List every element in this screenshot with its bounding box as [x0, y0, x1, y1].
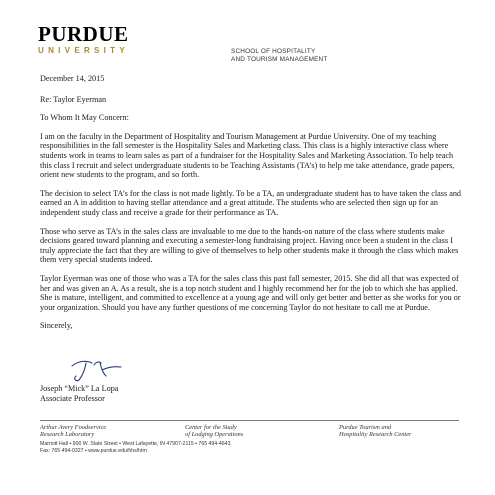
footer-contact [40, 441, 460, 455]
footer-center-3-line-2: Hospitality Research Center [339, 431, 412, 439]
purdue-logo [38, 24, 129, 55]
signer-title: Associate Professor [40, 393, 105, 403]
letter-subject: Re: Taylor Eyerman [40, 94, 107, 104]
footer-center-1-line-2: Research Laboratory [40, 431, 95, 439]
letter-closing: Sincerely, [40, 321, 73, 331]
paragraph-2: The decision to select TA’s for the class is not made lightly. To be a TA, an undergraduate student has to have taken the class and earned an A in addition to having stellar attendance and a great attitude. The students who are selected then sign up for an independent study class and receive a grade for their performance as TA. [40, 188, 462, 217]
logo-subtitle: UNIVERSITY [38, 46, 130, 55]
footer-center-2-line-1: Center for the Study [185, 424, 237, 431]
department-name [231, 48, 327, 64]
footer-divider [40, 420, 459, 421]
letter-date: December 14, 2015 [40, 74, 105, 83]
department-line-2: AND TOURISM MANAGEMENT [231, 56, 328, 63]
footer-fax-web: Fax: 765 494-0327 ▪ www.purdue.edu/hhs/htm [40, 448, 147, 454]
footer-center-2 [185, 424, 243, 439]
paragraph-4: Taylor Eyerman was one of those who was a TA for the sales class this past fall semester, 2015. She did all that was expected of her and was given an A. As a result, she is a top notch student and I highly recommend her for the job to which she has applied. She is mature, intelligent, and committed to excellence at a young age and will only get better and better as she works for you or your organization. Should you have any further questions of me concerning Taylor do not hesitate to call me at Purdue. [40, 273, 461, 312]
paragraph-3: Those who serve as TA’s in the sales class are invaluable to me due to the hands-on nature of the class where students make decisions geared toward planning and executing a semester-long fundraising project. Having once been a student in the class I truly appreciate the fact that they are willing to give of themselves to help other students make it through the class which makes them very special students indeed. [40, 226, 459, 265]
department-line-1: SCHOOL OF HOSPITALITY [231, 48, 316, 55]
letter-body [40, 74, 464, 331]
signer-name: Joseph “Mick” La Lopa [40, 384, 119, 393]
footer-center-3-line-1: Purdue Tourism and [339, 424, 392, 431]
footer-address: Marriott Hall ▪ 900 W. State Street ▪ West Lafayette, IN 47907-2115 ▪ 765 494-4643 [40, 441, 231, 447]
footer-center-3 [339, 424, 412, 439]
footer-center-1-line-1: Arthur Avery Foodservice [40, 424, 107, 431]
footer-center-1 [40, 424, 106, 439]
letter-salutation: To Whom It May Concern: [40, 113, 129, 123]
handwritten-signature [66, 357, 126, 383]
paragraph-1: I am on the faculty in the Department of Hospitality and Tourism Management at Purdue University. One of my teaching responsibilities in the fall semester is the Hospitality Sales and Marketing class. This class is a highly interactive class where students work in teams to learn sales as part of a fundraiser for the Hospitality Sales and Marketing Association. To help teach this class I recruit and select undergraduate students to be Teaching Assistants (TA’s) to help me take attendance, grade papers, orient new students to the program, and so forth. [40, 131, 455, 180]
footer-center-2-line-2: of Lodging Operations [185, 431, 244, 439]
signer-block [40, 384, 118, 404]
logo-wordmark: PURDUE [38, 22, 129, 46]
